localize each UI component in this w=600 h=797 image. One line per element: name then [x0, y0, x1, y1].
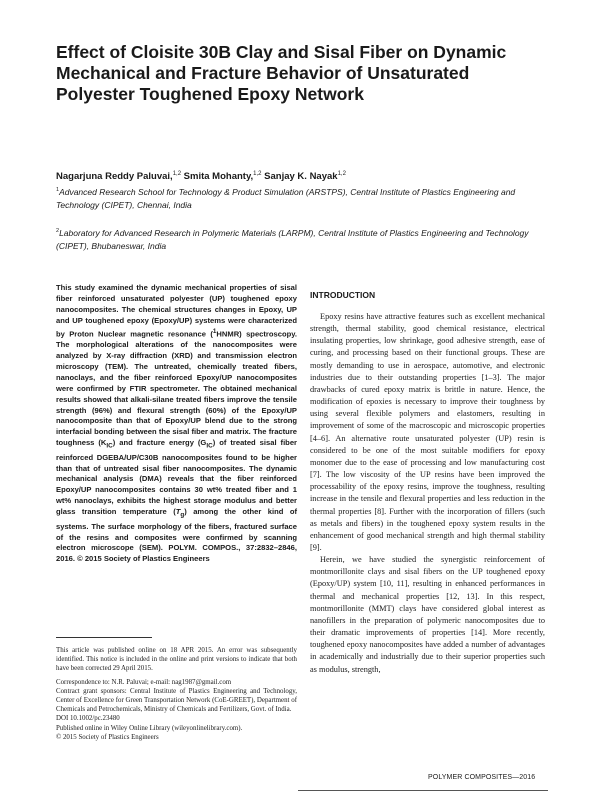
author-affiliation-marker: 1,2 — [253, 171, 262, 177]
author-affiliation-marker: 1,2 — [172, 171, 182, 177]
paragraph: Epoxy resins have attractive features such as excellent mechanical strength, thermal stability, good chemical resistance, electrical insulating properties, low shrinkage, good adhesive strength, ease of curing, and processing based on their functional groups. These are mostly demanding to use in aerospace, automotive, and electronic industries due to their outstanding properties [1–3]. The major drawbacks of cured epoxy matrix is brittle in nature. Hence, the modification of epoxies is necessary to improve their toughness by using several flexible polymers and elastomers, resulting in improvement of some of the macroscopic and microscopic properties [4–6]. An alternative route unsaturated polyester (UP) resin is considered to be one of the most suitable modifiers for epoxy monomer due to the ease of processing and low manufacturing cost [7]. The low viscosity of the UP resins have been improved the processability of the epoxy resins, improve the toughness, resulting increase in the tensile and flexural properties and less reduction in the thermal properties [8]. Further with the incorporation of fillers (such as metals and fibers) in the toughened epoxy system results in the enhancement of good mechanical strength and high thermal stability [9]. — [310, 312, 545, 552]
footnotes — [56, 646, 297, 742]
footnote-divider — [56, 637, 152, 638]
affiliation-2: $^2$Laboratory for Advanced Research in Polymeric Materials (LARPM), Central Institute of Plastics Engineering and Technology (CIPET), Bhubaneswar, India — [56, 227, 529, 251]
article-title: Effect of Cloisite 30B Clay and Sisal Fiber on Dynamic Mechanical and Fracture Behavior of Unsaturated Polyester Toughened Epoxy Network — [56, 42, 507, 104]
journal-footer: POLYMER COMPOSITES—2016 — [428, 774, 536, 781]
author-affiliation-marker: 1,2 — [337, 171, 346, 177]
footer-divider — [298, 790, 548, 791]
introduction-text — [310, 311, 545, 676]
footnote-online: Published online in Wiley Online Library (wileyonlinelibrary.com). — [56, 724, 243, 732]
author-list — [56, 171, 556, 182]
affiliation-1: $^1$Advanced Research School for Technology & Product Simulation (ARSTPS), Central Institute of Plastics Engineering and Technology (CIPET), Chennai, India — [56, 186, 516, 210]
footnote-copyright: © 2015 Society of Plastics Engineers — [56, 733, 159, 741]
author-name: Smita Mohanty, — [183, 171, 254, 183]
author-name: Sanjay K. Nayak — [264, 171, 338, 183]
footnote-grant-sponsors: Contract grant sponsors: Central Institute of Plastics Engineering and Technology, Center of Excellence for Green Transportation Network (CoE-GREET), Department of Chemicals and Petrochemicals, Ministry of Chemicals and Fertilizers, Govt. of India. — [56, 687, 297, 714]
abstract: This study examined the dynamic mechanical properties of sisal fiber reinforced unsaturated polyester (UP) toughened epoxy nanocomposites. The chemical structures changes in Epoxy, UP and UP toughened epoxy (Epoxy/UP) systems were characterized by Proton Nuclear magnetic resonance ($^1$HNMR) spectroscopy. The morphological alterations of the nanocomposites were analyzed by X-ray diffraction (XRD) and transmission electron microscopy (TEM). The untreated, chemically treated fibers, nanoclays, and the fiber reinforced Epoxy/UP nanocomposites were confirmed by FTIR spectrometer. The obtained mechanical results showed that alkali-silane treated fibers improve the tensile strength (96%) and flexural strength (60%) of the Epoxy/UP nanocomposite than that of Epoxy/UP blend due to the strong interfacial bonding between the sisal fiber and matrix. The fracture toughness $(K_{IC})$ and fracture energy $(G_{IC})$ of treated sisal fiber reinforced DGEBA/UP/C30B nanocomposites found to be higher than that of untreated sisal fiber nanocomposites. The dynamic mechanical analysis (DMA) reveals that the fiber reinforced Epoxy/UP nanocomposites contains 30 wt% treated fiber and 1 wt% nanoclays, exhibits the highest storage modulus and better glass transition temperature $(T_g)$ among the other kind of systems. The surface morphology of the fibers, fractured surface of the resins and composites were confirmed by scanning electron microscope (SEM). POLYM. COMPOS., 37:2832–2846, 2016. © 2015 Society of Plastics Engineers — [56, 283, 298, 564]
author-name: Nagarjuna Reddy Paluvai, — [56, 171, 173, 183]
footnote-correspondence: Correspondence to: N.R. Paluvai; e-mail: nag1987@gmail.com — [56, 678, 232, 686]
section-heading: INTRODUCTION — [310, 290, 376, 300]
paragraph: Herein, we have studied the synergistic reinforcement of montmorillonite clays and sisal fibers on the UP toughened epoxy (Epoxy/UP) system [10, 11], resulting in enhanced performances in thermal and mechanical properties [12, 13]. In this respect, montmorillonite (MMT) clays have considered global interest as nanofillers in the preparation of polymeric nanocomposites due to their dramatic improvements of properties [14]. More recently, toughened epoxy nanocomposites have added a number of advantages in academically and industrially due to their superior properties such as modulus, strength, — [310, 555, 545, 674]
footnote-publication-notice: This article was published online on 18 APR 2015. An error was subsequently identified. This notice is included in the online and print versions to indicate that both have been corrected 29 April 2015. — [56, 647, 297, 673]
footnote-doi: DOI 10.1002/pc.23480 — [56, 715, 120, 723]
